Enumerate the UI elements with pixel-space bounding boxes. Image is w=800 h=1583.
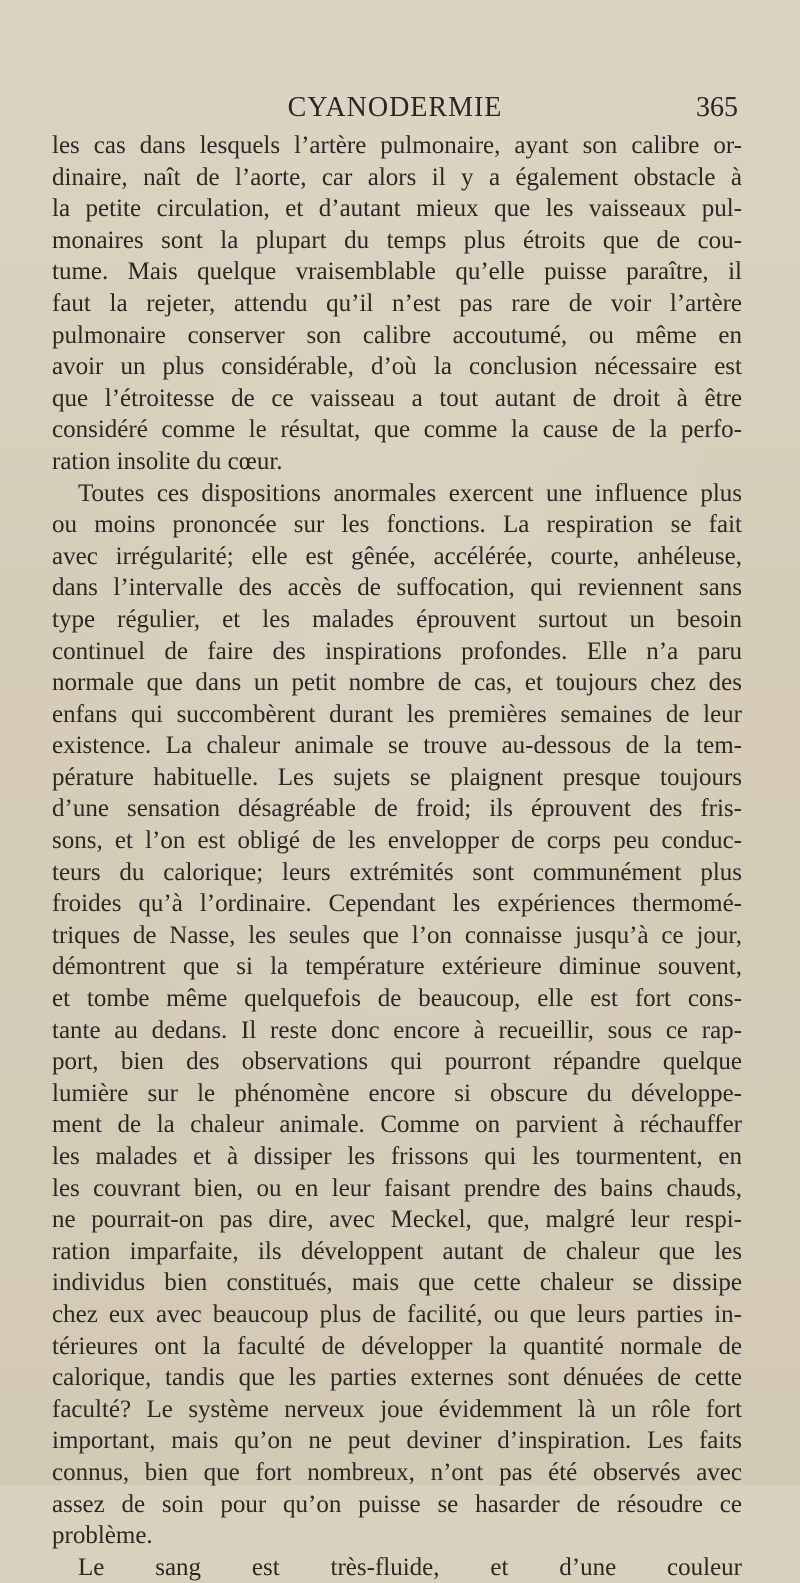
- text-line: ou moins prononcée sur les fonctions. La respiration se fait: [52, 511, 742, 539]
- text-line: les cas dans lesquels l’artère pulmonaire, ayant son calibre or-: [52, 132, 742, 159]
- paragraph-start-line: Le sang est très-fluide, et d’une couleur: [78, 1553, 742, 1581]
- text-line: ment de la chaleur animale. Comme on parvient à réchauffer: [52, 1111, 742, 1139]
- text-line: important, mais qu’on ne peut deviner d’inspiration. Les faits: [52, 1427, 742, 1455]
- text-line: les malades et à dissiper les frissons qui les tourmentent, en: [52, 1143, 742, 1170]
- text-line: continuel de faire des inspirations profondes. Elle n’a paru: [52, 637, 742, 665]
- text-line: dinaire, naît de l’aorte, car alors il y a également obstacle à: [52, 163, 742, 191]
- text-line: ration imparfaite, ils développent autant de chaleur que les: [52, 1237, 742, 1265]
- text-line: faut la rejeter, attendu qu’il n’est pas rare de voir l’artère: [52, 289, 742, 317]
- text-line: ne pourrait-on pas dire, avec Meckel, que, malgré leur respi-: [52, 1206, 742, 1234]
- text-line: existence. La chaleur animale se trouve au-dessous de la tem-: [52, 732, 742, 760]
- text-line: démontrent que si la température extérieure diminue souvent,: [52, 953, 742, 981]
- text-line: lumière sur le phénomène encore si obscure du développe-: [52, 1079, 742, 1107]
- text-line: d’une sensation désagréable de froid; ils éprouvent des fris-: [52, 795, 742, 823]
- text-line: que l’étroitesse de ce vaisseau a tout autant de droit à être: [52, 384, 742, 412]
- paragraph-start-line: Toutes ces dispositions anormales exercent une influence plus: [78, 479, 742, 507]
- text-line: type régulier, et les malades éprouvent surtout un besoin: [52, 605, 742, 633]
- text-line: faculté? Le système nerveux joue évidemment là un rôle fort: [52, 1395, 742, 1423]
- text-line: assez de soin pour qu’on puisse se hasarder de résoudre ce: [52, 1490, 742, 1518]
- body-text: [52, 130, 742, 1583]
- page-number: 365: [696, 92, 738, 123]
- text-line: et tombe même quelquefois de beaucoup, elle est fort cons-: [52, 985, 742, 1013]
- text-line: triques de Nasse, les seules que l’on connaisse jusqu’à ce jour,: [52, 921, 742, 949]
- text-line: port, bien des observations qui pourront répandre quelque: [52, 1048, 742, 1076]
- text-line: pérature habituelle. Les sujets se plaignent presque toujours: [52, 763, 742, 791]
- text-line: avec irrégularité; elle est gênée, accélérée, courte, anhéleuse,: [52, 542, 742, 570]
- paragraph-end-line: problème.: [52, 1522, 153, 1550]
- text-line: tume. Mais quelque vraisemblable qu’elle puisse paraître, il: [52, 258, 742, 286]
- text-line: considéré comme le résultat, que comme la cause de la perfo-: [52, 416, 742, 444]
- running-head: [50, 92, 740, 128]
- text-line: monaires sont la plupart du temps plus étroits que de cou-: [52, 226, 742, 254]
- text-line: tante au dedans. Il reste donc encore à recueillir, sous ce rap-: [52, 1016, 742, 1044]
- text-line: la petite circulation, et d’autant mieux que les vaisseaux pul-: [52, 195, 742, 223]
- text-line: connus, bien que fort nombreux, n’ont pas été observés avec: [52, 1458, 742, 1486]
- text-line: pulmonaire conserver son calibre accoutumé, ou même en: [52, 321, 742, 349]
- text-line: froides qu’à l’ordinaire. Cependant les expériences thermomé-: [52, 890, 742, 918]
- text-line: chez eux avec beaucoup plus de facilité, ou que leurs parties in-: [52, 1300, 742, 1328]
- running-title: CYANODERMIE: [287, 92, 503, 123]
- text-line: normale que dans un petit nombre de cas, et toujours chez des: [52, 669, 742, 697]
- text-line: calorique, tandis que les parties externes sont dénuées de cette: [52, 1364, 742, 1392]
- text-line: avoir un plus considérable, d’où la conclusion nécessaire est: [52, 353, 742, 381]
- text-line: enfans qui succombèrent durant les premières semaines de leur: [52, 700, 742, 728]
- text-line: individus bien constitués, mais que cette chaleur se dissipe: [52, 1269, 742, 1297]
- text-line: térieures ont la faculté de développer la quantité normale de: [52, 1332, 742, 1360]
- paragraph-end-line: ration insolite du cœur.: [52, 447, 283, 475]
- text-line: teurs du calorique; leurs extrémités sont communément plus: [52, 858, 742, 886]
- text-line: les couvrant bien, ou en leur faisant prendre des bains chauds,: [52, 1174, 742, 1202]
- text-line: dans l’intervalle des accès de suffocation, qui reviennent sans: [52, 574, 742, 602]
- text-line: sons, et l’on est obligé de les envelopper de corps peu conduc-: [52, 827, 742, 855]
